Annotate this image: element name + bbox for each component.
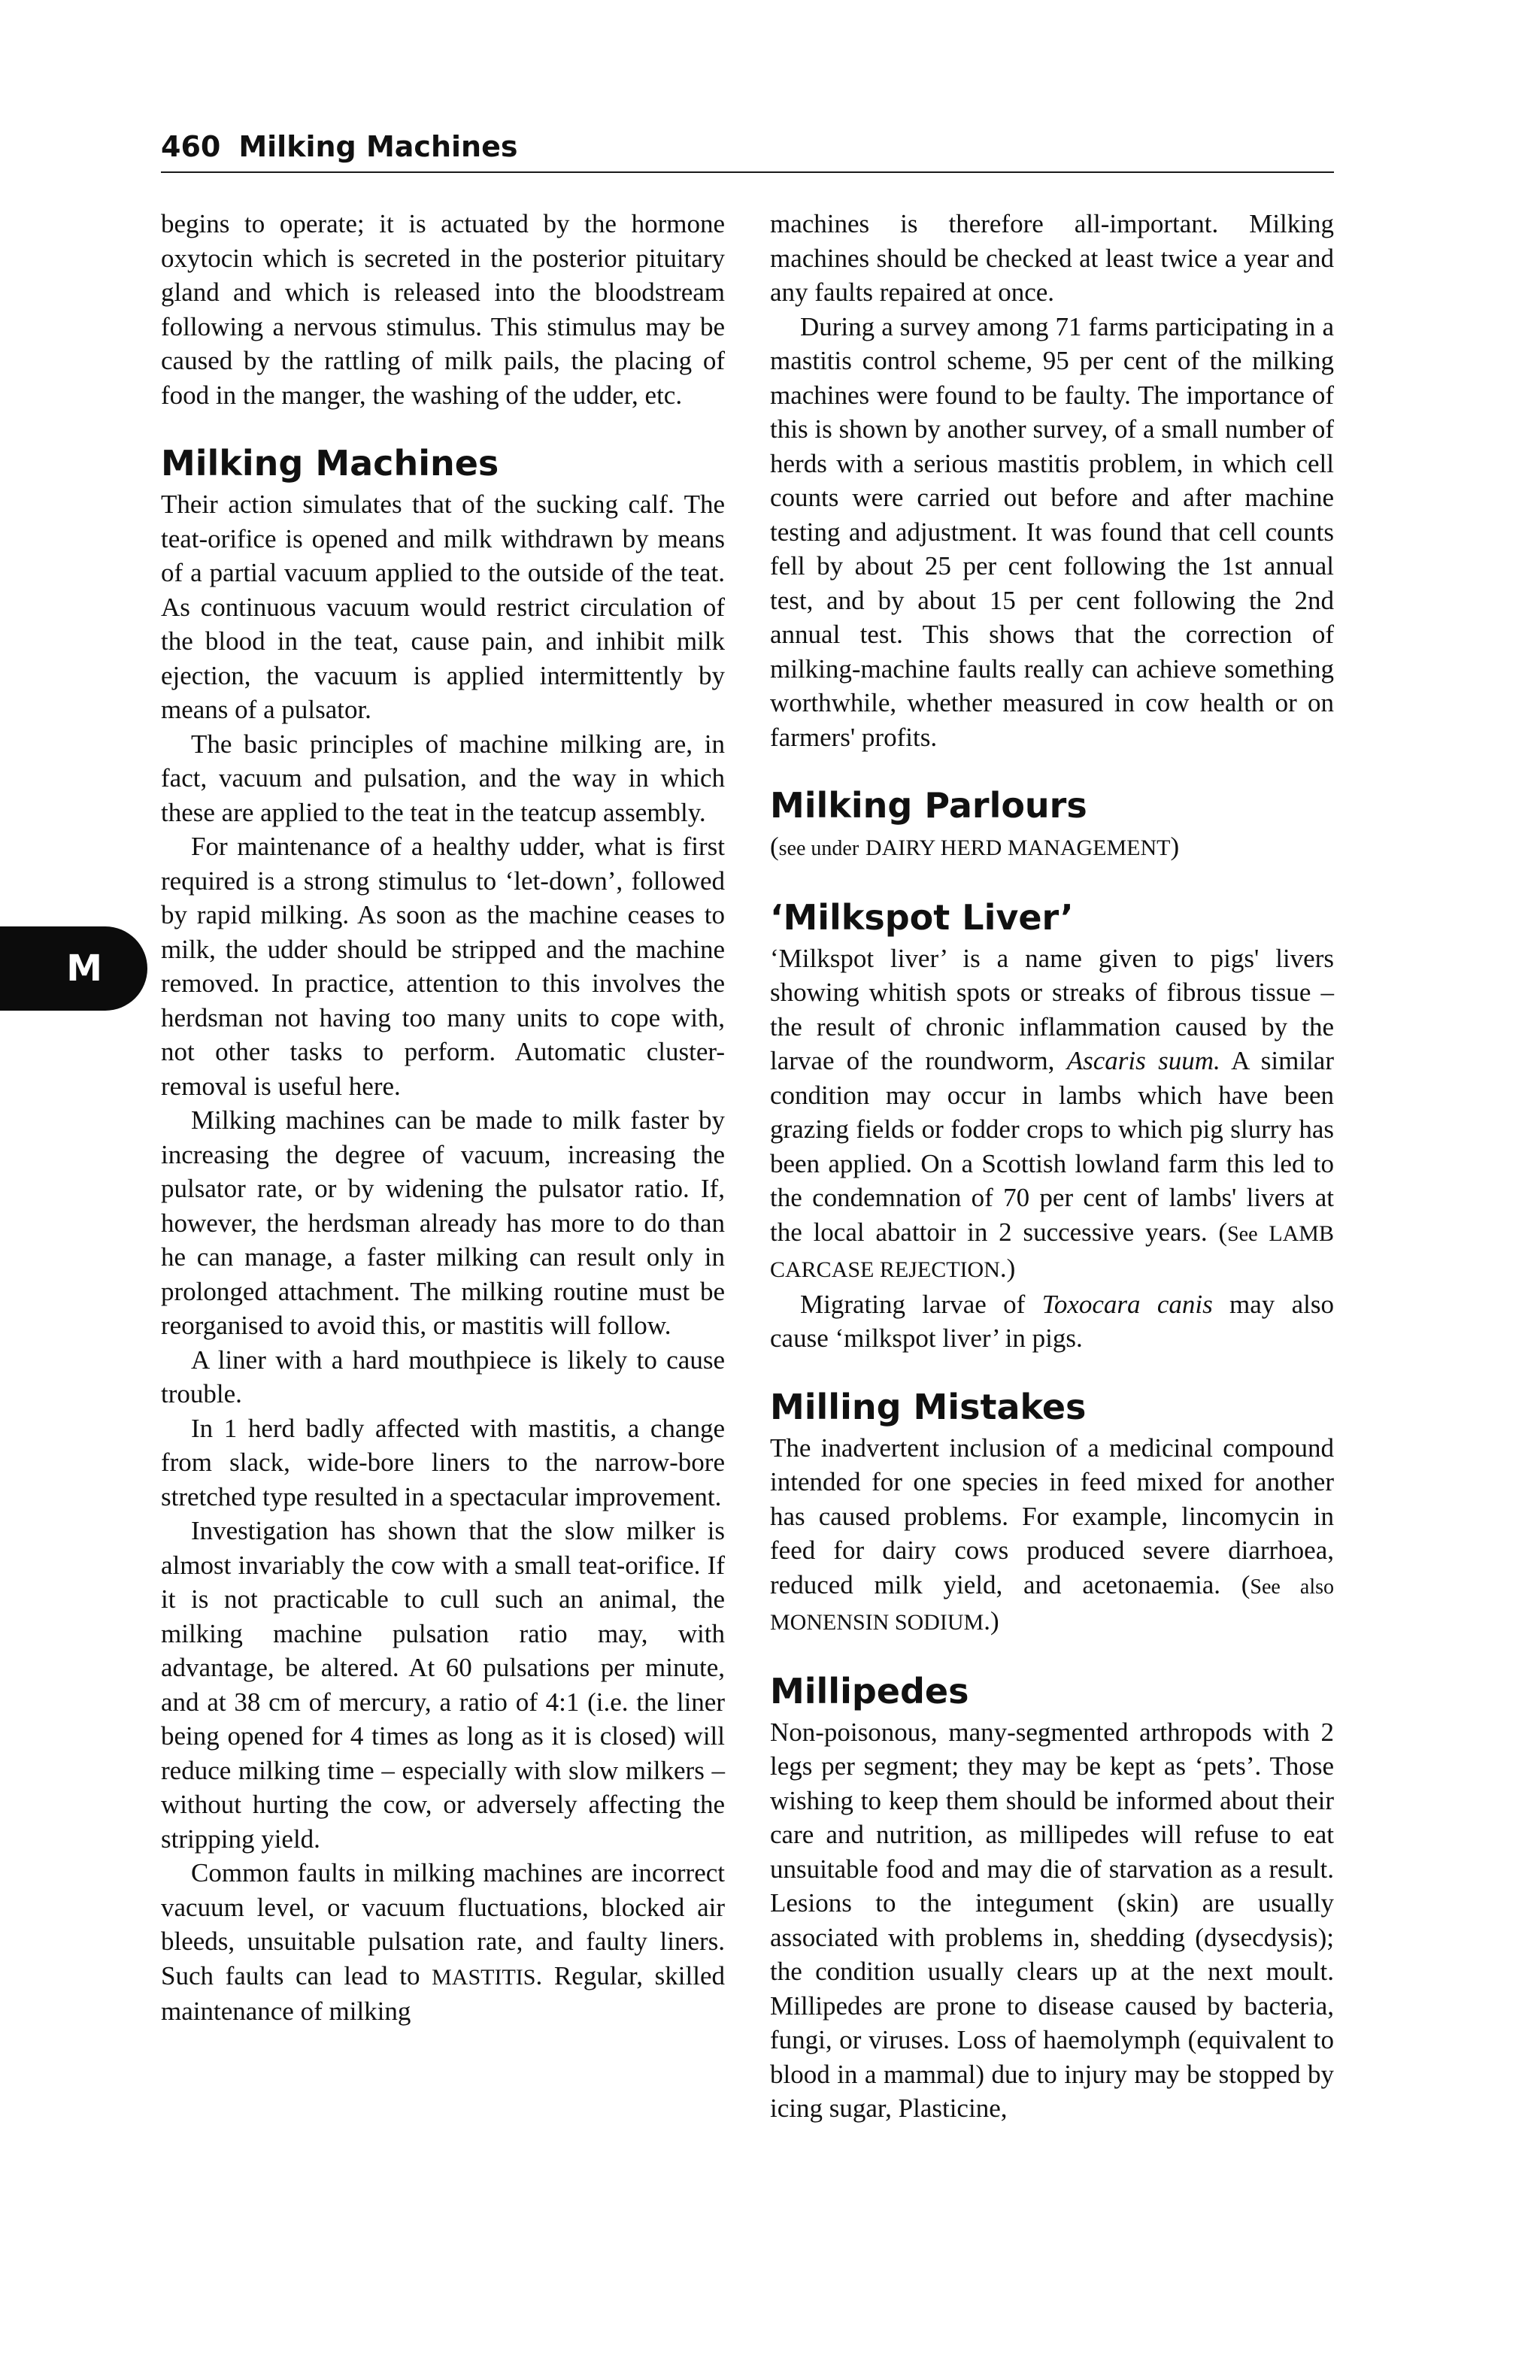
paragraph-text: Common faults in milking machines are incorrect vacuum level, or vacuum fluctuations, blocked air bleeds, unsuitable pulsation rate, and faulty liners. Such faults can lead to (161, 1858, 725, 1990)
see-under-reference: (see under DAIRY HERD MANAGEMENT) (770, 832, 1180, 861)
thumb-index-tab (0, 926, 147, 1011)
paragraph-text: . Regular, skilled maintenance of milking (161, 1960, 725, 2026)
paragraph: For maintenance of a healthy udder, what is first required is a strong stimulus to ‘let-down’, followed by rapid milking. As soon as the machine ceases to milk, the udder should be stripped and the machine removed. In practice, attention to this involves the herdsman not having too many units to cope with, not other tasks to perform. Automatic cluster-removal is useful here. (161, 832, 725, 1101)
entry-heading-milkspot-liver: ‘Milkspot Liver’ (770, 896, 1074, 938)
paragraph: During a survey among 71 farms participating in a mastitis control scheme, 95 per cent of the milking machines were found to be faulty. The importance of this is shown by another survey, of a small number of herds with a serious mastitis problem, in which cell counts were carried out before and after machine testing and adjustment. It was found that cell counts fell by about 25 per cent following the 1st annual test, and by about 15 per cent following the 2nd annual test. This shows that the correction of milking-machine faults really can achieve something worthwhile, whether measured in cow health or on farmers' profits. (770, 311, 1334, 752)
entry-heading-millipedes: Millipedes (770, 1670, 969, 1711)
paragraph-text: The inadvertent inclusion of a medicinal compound intended for one species in feed mixed for another has caused problems. For example, lincomycin in feed for dairy cows produced severe diarrhoea, reduced milk yield, and acetonaemia. (770, 1433, 1334, 1599)
species-name: Toxocara canis (1041, 1289, 1213, 1319)
thumb-index-letter: M (66, 947, 102, 990)
running-title: Milking Machines (238, 130, 518, 163)
paragraph (770, 1287, 1334, 1356)
right-column (770, 207, 1334, 2126)
paragraph-text: may also cause ‘milkspot liver’ in pigs. (770, 1289, 1334, 1353)
paragraph: In 1 herd badly affected with mastitis, a change from slack, wide-bore liners to the narrow-bore stretched type resulted in a spectacular improvement. (161, 1413, 725, 1511)
paragraph: Non-poisonous, many-segmented arthropods with 2 legs per segment; they may be kept as ‘pets’. Those wishing to keep them should be informed about their care and nutrition, as millipedes will refuse to eat unsuitable food and may die of starvation as a result. Lesions to the integument (skin) are usually associated with problems in, shedding (dysecdysis); the condition usually clears up at the next moult. Millipedes are prone to disease caused by bacteria, fungi, or viruses. Loss of haemolymph (equivalent to blood in a mammal) due to injury may be stopped by icing sugar, Plasticine, (770, 1717, 1334, 2123)
see-label: See (1227, 1222, 1258, 1246)
entry-heading-milling-mistakes: Milling Mistakes (770, 1386, 1087, 1427)
cross-reference-mastitis[interactable]: MASTITIS (432, 1964, 536, 1990)
cross-reference-lamb-carcase-rejection[interactable]: LAMB CARCASE REJECTION (770, 1220, 1334, 1282)
continued-paragraph: machines is therefore all-important. Milking machines should be checked at least twice a year and any faults repaired at once. (770, 209, 1334, 307)
header-rule (161, 171, 1334, 173)
paragraph: Their action simulates that of the sucking calf. The teat-orifice is opened and milk withdrawn by means of a partial vacuum applied to the outside of the teat. As continuous vacuum would restrict circulation of the blood in the teat, cause pain, and inhibit milk ejection, the vacuum is applied intermittently by means of a pulsator. (161, 490, 725, 724)
paragraph: Investigation has shown that the slow milker is almost invariably the cow with a small teat-orifice. If it is not practicable to cull such an animal, the milking machine pulsation ratio may, with advantage, be altered. At 60 pulsations per minute, and at 38 cm of mercury, a ratio of 4:1 (i.e. the liner being opened for 4 times as long as it is closed) will reduce milking time – especially with slow milkers – without hurting the cow, or adversely affecting the stripping yield. (161, 1516, 725, 1854)
species-name: Ascaris suum. (1066, 1046, 1220, 1075)
page-number: 460 (161, 130, 221, 163)
paragraph: ‘Milkspot liver’ is a name given to pigs' livers showing whitish spots or streaks of fibrous tissue – the result of chronic inflammation caused by the larvae of the roundworm, Ascaris suum. A similar condition may occur in lambs which have been grazing fields or fodder crops to which pig slurry has been applied. On a Scottish lowland farm this led to the condemnation of 70 per cent of lambs' livers at the local abattoir in 2 successive years. (See LAMB CARCASE REJECTION.) (770, 943, 1334, 1283)
paragraph: The basic principles of machine milking are, in fact, vacuum and pulsation, and the way in which these are applied to the teat in the teatcup assembly. (161, 729, 725, 827)
see-label: see under (778, 837, 859, 860)
running-header (161, 126, 1334, 167)
paragraph: Milking machines can be made to milk faster by increasing the degree of vacuum, increasing the pulsator rate, or by widening the pulsator ratio. If, however, the herdsman already has more to do than he can manage, a faster milking can result only in prolonged attachment. The milking routine must be reorganised to avoid this, or mastitis will follow. (161, 1105, 725, 1340)
entry-heading-milking-machines: Milking Machines (161, 443, 499, 484)
see-label: See also (1250, 1575, 1334, 1599)
paragraph: A liner with a hard mouthpiece is likely to cause trouble. (161, 1345, 725, 1408)
entry-heading-milking-parlours: Milking Parlours (770, 785, 1087, 826)
paragraph-text: A similar condition may occur in lambs which have been grazing fields or fodder crops to which pig slurry has been applied. On a Scottish lowland farm this led to the condemnation of 70 per cent of lambs' livers at the local abattoir in 2 successive years. (770, 1046, 1334, 1247)
cross-reference-monensin-sodium[interactable]: MONENSIN SODIUM (770, 1610, 984, 1635)
continued-paragraph: begins to operate; it is actuated by the hormone oxytocin which is secreted in the posterior pituitary gland and which is released into the bloodstream following a nervous stimulus. This stimulus may be caused by the rattling of milk pails, the placing of food in the manger, the washing of the udder, etc. (161, 209, 725, 410)
paragraph-text: ‘Milkspot liver’ is a name given to pigs' livers showing whitish spots or streaks of fibrous tissue – the result of chronic inflammation caused by the larvae of the roundworm, (770, 943, 1334, 1075)
paragraph: The inadvertent inclusion of a medicinal compound intended for one species in feed mixed for another has caused problems. For example, lincomycin in feed for dairy cows produced severe diarrhoea, reduced milk yield, and acetonaemia. (See also MONENSIN SODIUM.) (770, 1433, 1334, 1636)
left-column (161, 207, 725, 2029)
paragraph-text: Migrating larvae of (800, 1289, 1042, 1319)
paragraph (161, 1856, 725, 2029)
cross-reference-dairy-herd-management[interactable]: DAIRY HERD MANAGEMENT (865, 835, 1171, 860)
